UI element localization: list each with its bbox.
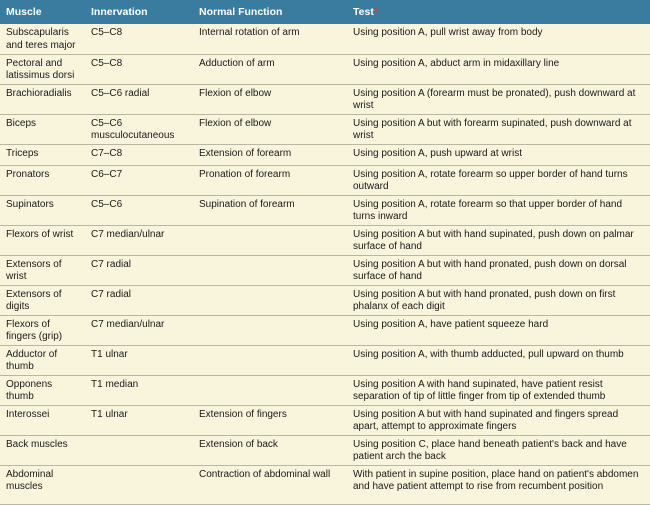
table-row [0,114,650,144]
cell-muscle: Extensors of digits [6,288,62,312]
footnote-marker: * [373,6,378,18]
cell-function [193,345,347,375]
cell-function: Extension of back [199,438,278,450]
table-row [0,285,650,315]
cell-test: Using position A, rotate forearm so that upper border of hand turns inward [353,198,623,222]
cell-function [193,375,347,405]
cell-innervation: C7–C8 [91,147,123,159]
cell-test: Using position A but with hand supinated and fingers spread apart, attempt to approximate fingers [353,408,619,432]
cell-muscle: Brachioradialis [6,87,72,99]
cell-test: Using position A, push upward at wrist [353,147,522,159]
cell-muscle: Opponens thumb [6,378,53,402]
cell-test: Using position A but with forearm supinated, push downward at wrist [353,117,632,141]
table-row [0,255,650,285]
cell-test: With patient in supine position, place hand on patient's abdomen and have patient attempt to rise from recumbent position [353,468,639,492]
table-row [0,405,650,435]
cell-muscle: Abdominal muscles [6,468,54,492]
cell-test: Using position A with hand supinated, have patient resist separation of tip of little finger from tip of extended thumb [353,378,606,402]
table-row [0,435,650,465]
cell-muscle: Subscapularis and teres major [6,27,76,51]
cell-test: Using position A, pull wrist away from body [353,27,543,38]
cell-innervation [85,435,193,465]
cell-muscle: Pronators [6,168,50,180]
cell-innervation: C7 median/ulnar [91,228,165,240]
cell-test: Using position A but with hand supinated, push down on palmar surface of hand [353,228,634,252]
table-row [0,54,650,84]
cell-muscle: Flexors of fingers (grip) [6,318,63,342]
header-innervation: Innervation [91,6,148,18]
table-row [0,465,650,504]
cell-function: Extension of fingers [199,408,287,420]
cell-function: Internal rotation of arm [199,27,300,38]
cell-muscle: Pectoral and latissimus dorsi [6,57,75,81]
header-normal-function: Normal Function [199,6,283,18]
cell-test: Using position A, abduct arm in midaxillary line [353,57,560,69]
table-row [0,84,650,114]
cell-function: Pronation of forearm [199,168,291,180]
cell-innervation: C5–C6 [91,198,123,210]
header-test-label: Test [353,6,374,18]
cell-innervation: T1 ulnar [91,408,128,420]
cell-innervation: C7 radial [91,288,132,300]
cell-innervation: C7 radial [91,258,132,270]
cell-muscle: Interossei [6,408,50,420]
cell-innervation [85,465,193,504]
cell-muscle: Back muscles [6,438,68,450]
table-row [0,165,650,195]
table-row [0,345,650,375]
table-header-row [0,0,650,24]
cell-function: Flexion of elbow [199,87,272,99]
header-test [347,0,650,24]
cell-innervation: T1 ulnar [91,348,128,360]
table-row [0,375,650,405]
cell-function [193,285,347,315]
cell-test: Using position A, rotate forearm so upper border of hand turns outward [353,168,628,192]
cell-innervation: C5–C6 musculocutaneous [91,117,175,141]
table-row [0,195,650,225]
cell-function: Adduction of arm [199,57,275,69]
cell-innervation: C5–C6 radial [91,87,150,99]
cell-innervation: C5–C8 [91,27,123,38]
cell-innervation: T1 median [91,378,139,390]
cell-test: Using position A, with thumb adducted, pull upward on thumb [353,348,624,360]
cell-test: Using position C, place hand beneath patient's back and have patient arch the back [353,438,627,462]
cell-muscle: Adductor of thumb [6,348,58,372]
cell-muscle: Triceps [6,147,39,159]
cell-innervation: C5–C8 [91,57,123,69]
cell-muscle: Flexors of wrist [6,228,74,240]
cell-function: Supination of forearm [199,198,295,210]
cell-innervation: C6–C7 [91,168,123,180]
cell-function: Flexion of elbow [199,117,272,129]
cell-function: Extension of forearm [199,147,292,159]
cell-function [193,255,347,285]
table-row [0,315,650,345]
cell-test: Using position A but with hand pronated, push down on dorsal surface of hand [353,258,627,282]
table-row [0,225,650,255]
cell-innervation: C7 median/ulnar [91,318,165,330]
cell-muscle: Extensors of wrist [6,258,62,282]
cell-muscle: Biceps [6,117,37,129]
cell-test: Using position A (forearm must be pronated), push downward at wrist [353,87,636,111]
cell-test: Using position A but with hand pronated, push down on first phalanx of each digit [353,288,616,312]
cell-test: Using position A, have patient squeeze hard [353,318,549,330]
cell-function [193,315,347,345]
cell-muscle: Supinators [6,198,54,210]
cell-function: Contraction of abdominal wall [199,468,331,480]
cell-function [193,225,347,255]
header-muscle: Muscle [6,6,42,18]
table-row [0,24,650,54]
table-row [0,144,650,165]
